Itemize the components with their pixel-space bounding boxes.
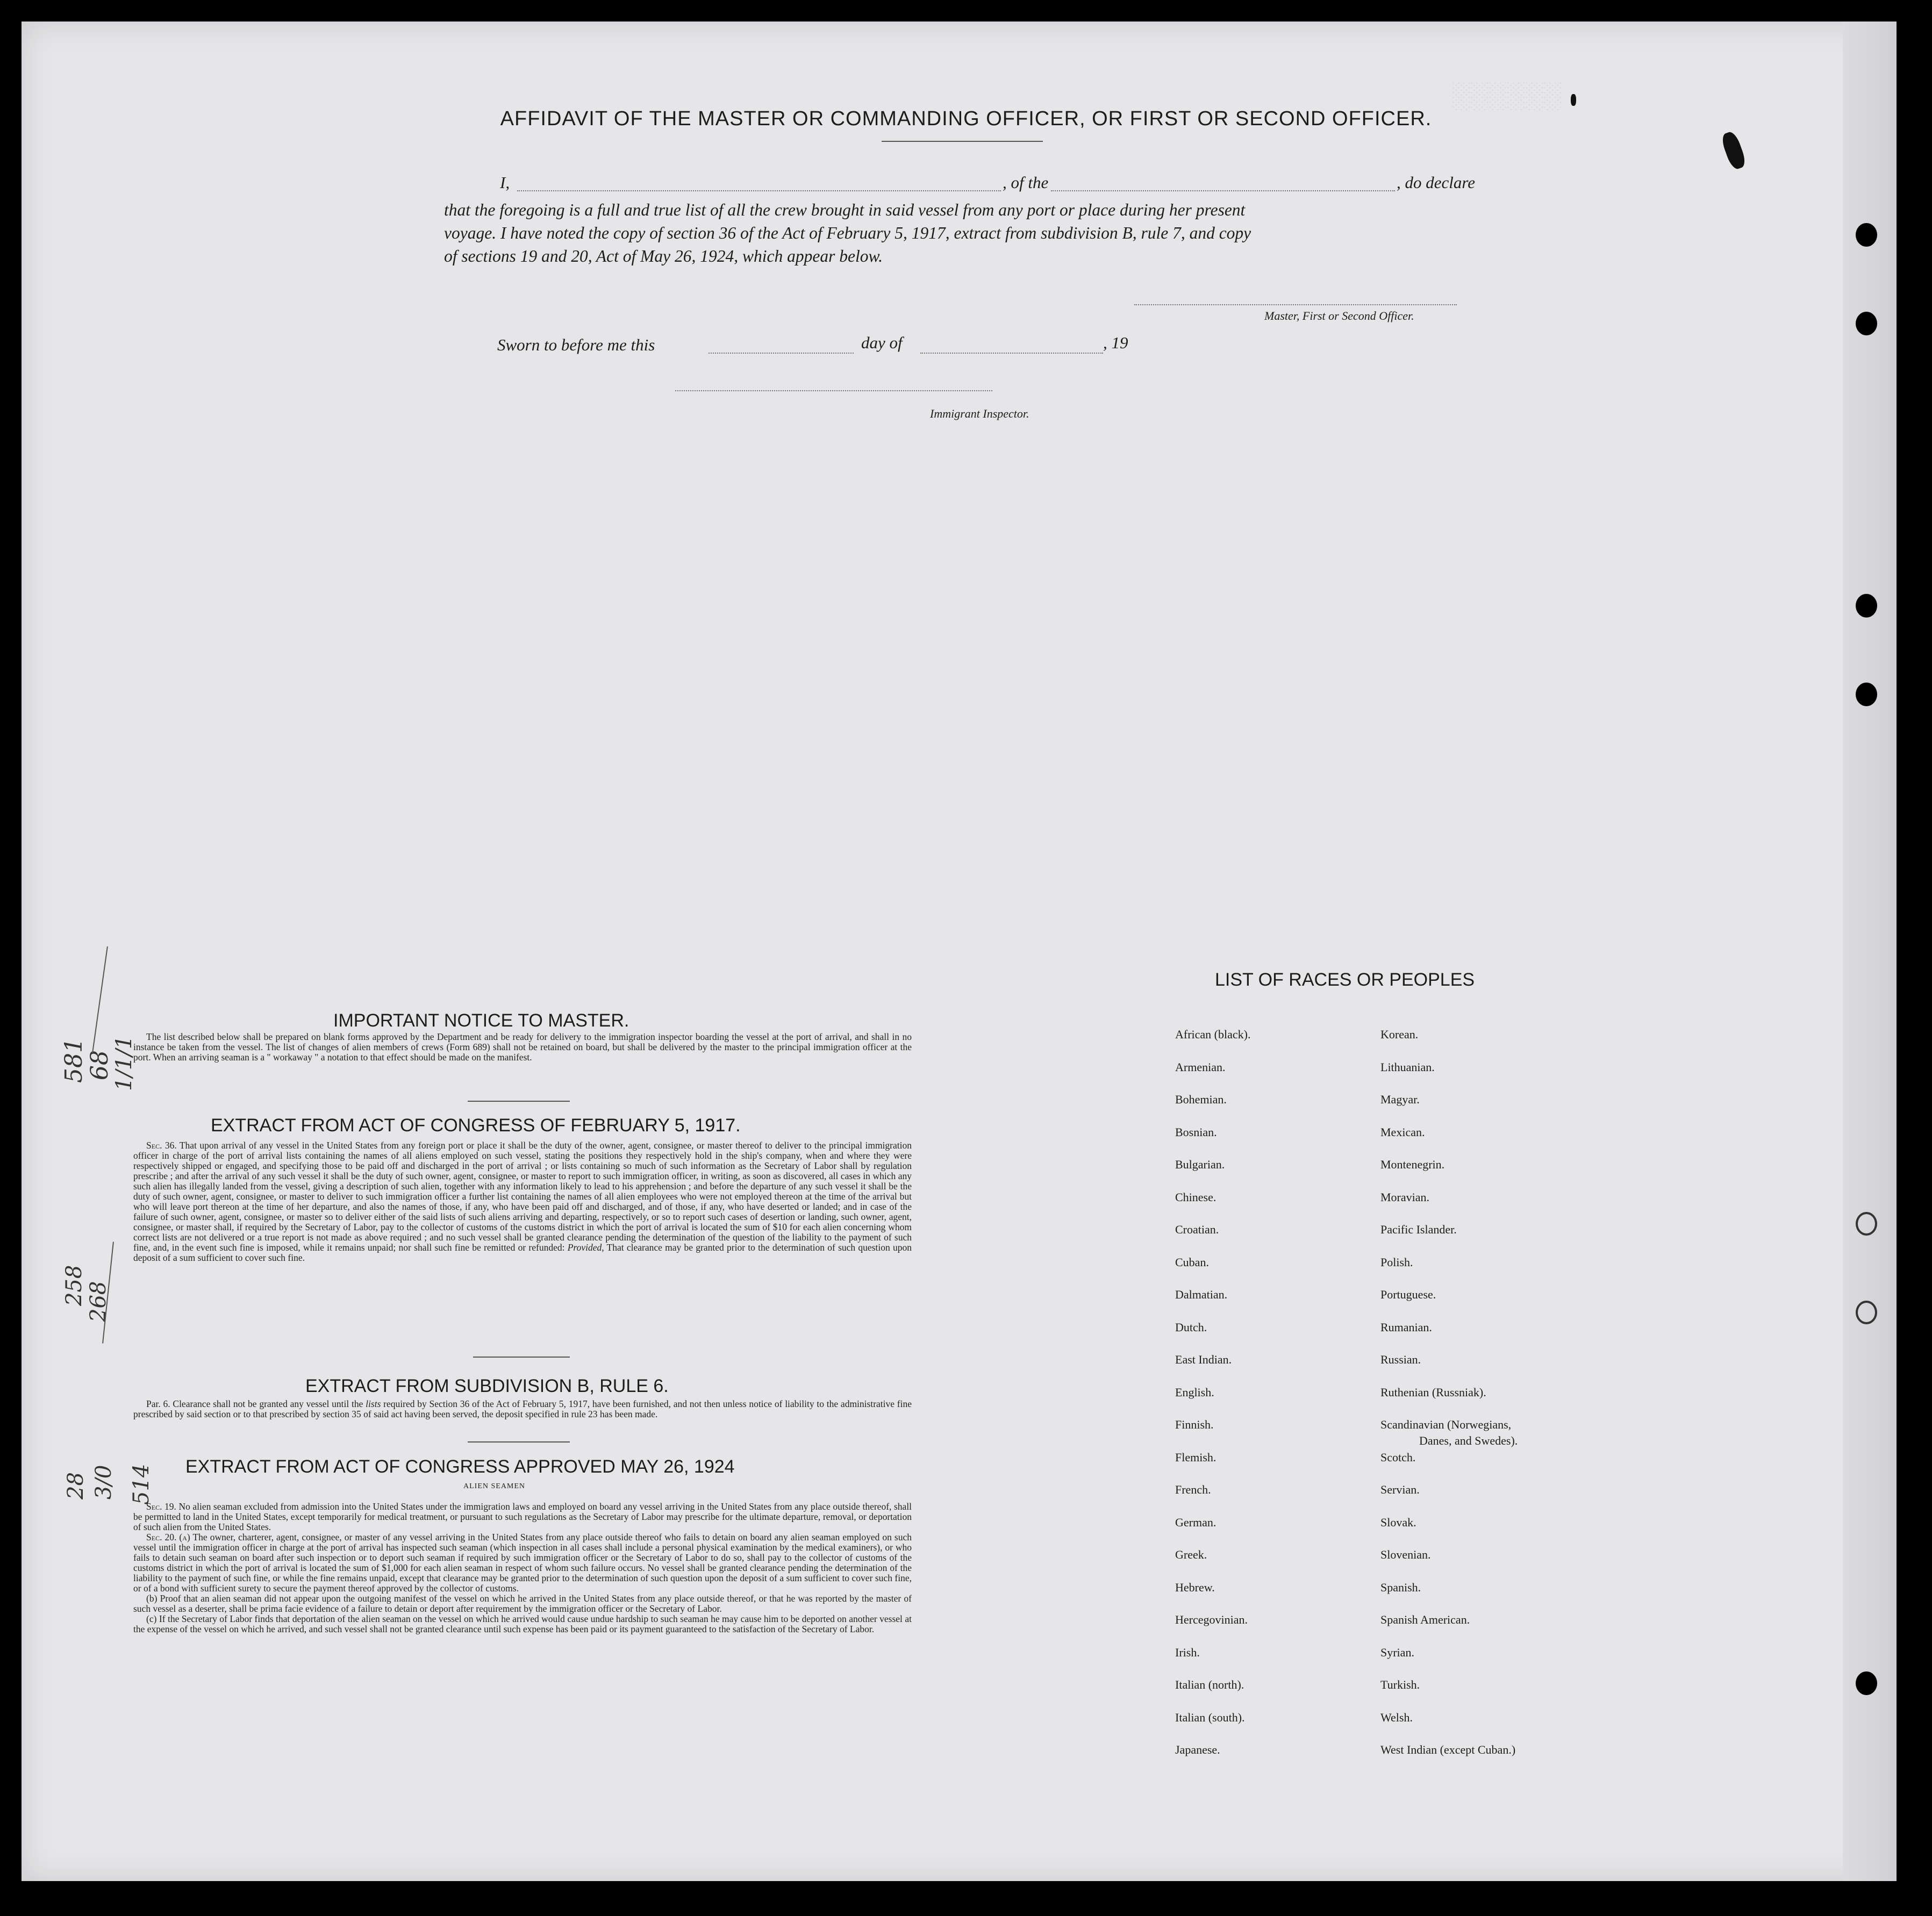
- ink-smudge: [1571, 94, 1576, 106]
- race-item: Finnish.: [1175, 1418, 1214, 1431]
- lists-word: lists: [366, 1398, 381, 1409]
- race-item: Welsh.: [1380, 1710, 1413, 1724]
- race-item: Italian (north).: [1175, 1678, 1244, 1691]
- handwritten-note: 68: [86, 1050, 113, 1080]
- race-item: French.: [1175, 1483, 1211, 1496]
- race-item: Ruthenian (Russniak).: [1380, 1385, 1486, 1399]
- extract-rule6-title: EXTRACT FROM SUBDIVISION B, RULE 6.: [305, 1376, 669, 1396]
- sec-19-label: Sec. 19.: [146, 1501, 176, 1512]
- punch-hole: [1856, 1301, 1877, 1324]
- race-item: Pacific Islander.: [1380, 1223, 1457, 1236]
- race-item: Korean.: [1380, 1028, 1419, 1041]
- race-item: Rumanian.: [1380, 1320, 1432, 1334]
- sec-36-text: That upon arrival of any vessel in the United States from any foreign port or place it shall be the duty of the owner, agent, consignee, or master thereof to deliver to the principal immigration officer in charge of the port of arrival lists containing the names of all aliens employed on such vessel, stating the positions they respectively hold in the ship's company, when and where they were respectively shipped or engaged, and specifying those to be paid off and discharged in the port of arrival ; or lists containing so much of such information as the Secretary of Labor shall by regulation prescribe ; and after the arrival of any such vessel it shall be the duty of such owner, agent, consignee, or master to report to such immigration officer, in writing, as soon as discovered, all cases in which any such alien has illegally landed from the vessel, giving a description of such alien, together with any information likely to lead to his apprehension ; and before the departure of any such vessel it shall be the duty of such owner, agent, consignee, or master to deliver to such immigration officer a further list containing the names of all alien employees who were not employed thereon at the time of the arrival but who will leave port thereon at the time of her departure, and also the names of those, if any, who have been paid off and discharged, and of those, if any, who have deserted or landed; and in case of the failure of such owner, agent, consignee, or master so to deliver either of the said lists of such aliens arriving and departing, respectively, or so to report such cases of desertion or landing, such owner, agent, consignee, or master shall, if required by the Secretary of Labor, pay to the collector of customs of the customs district in which the port of arrival is located the sum of $10 for each alien concerning whom correct lists are not delivered or a true report is not made as above required ; and no such vessel shall be granted clearance pending the determination of the question of the liability to the payment of such fine, and, in the event such fine is imposed, while it remains unpaid; nor shall such fine be remitted or refunded:: [133, 1140, 912, 1253]
- affidavit-i: I,: [500, 173, 510, 192]
- handwritten-note: 514: [129, 1463, 154, 1505]
- race-item: Spanish American.: [1380, 1613, 1470, 1626]
- handwritten-note: 1/1/1: [112, 1035, 137, 1091]
- race-item: Lithuanian.: [1380, 1060, 1435, 1074]
- race-item: Hercegovinian.: [1175, 1613, 1248, 1626]
- punch-hole: [1856, 223, 1877, 247]
- race-item: Slovak.: [1380, 1515, 1416, 1529]
- inspector-label: Immigrant Inspector.: [930, 407, 1029, 420]
- race-item: African (black).: [1175, 1028, 1251, 1041]
- affidavit-line-2: that the foregoing is a full and true list of all the crew brought in said vessel from any port or place during her present: [444, 200, 1246, 219]
- sec-20a-text: The owner, charterer, agent, consignee, or master of any vessel arriving in the United States from any place outside thereof who fails to detain on board any alien seaman employed on such vessel until the immigration officer in charge at the port of arrival has inspected such seaman (which inspection in all cases shall include a personal physical examination by the medical examiners), or who fails to detain such seaman on board after such inspection or to deport such seaman if required by such immigration officer or the Secretary of Labor to do so, shall pay to the collector of customs of the customs district in which the port of arrival is located the sum of $1,000 for each alien seaman in respect of whom such failure occurs. No vessel shall be granted clearance pending the determination of the liability to the payment of such fine, or while the fine remains unpaid, except that clearance may be granted prior to the determination of such question upon the deposit of a sum sufficient to cover such fine, or of a bond with sufficient surety to secure the payment thereof approved by the collector of customs.: [133, 1532, 912, 1594]
- race-item: Bohemian.: [1175, 1093, 1227, 1106]
- inspector-signature-blank: [675, 390, 992, 391]
- notice-paragraph: The list described below shall be prepared on blank forms approved by the Department and be ready for delivery to the immigration inspector boarding the vessel at the port of arrival, and shall in no instance be taken from the vessel. The list of changes of alien members of crews (Form 689) shall not be retained on board, but shall be delivered by the master to the principal immigration officer at the port. When an arriving seaman is a " workaway " a notation to that effect should be made on the manifest.: [133, 1031, 912, 1063]
- race-item: Armenian.: [1175, 1060, 1226, 1074]
- handwritten-note: 268: [86, 1281, 111, 1322]
- sec-36-text-end: That clearance may be granted prior to the determination of such question upon deposit of a sum sufficient to cover such fine.: [133, 1242, 912, 1263]
- race-item: Irish.: [1175, 1645, 1200, 1659]
- race-item: Greek.: [1175, 1548, 1207, 1561]
- race-item: Italian (south).: [1175, 1710, 1245, 1724]
- punch-hole: [1856, 594, 1877, 618]
- handwritten-note: 258: [62, 1265, 87, 1306]
- race-item: Moravian.: [1380, 1190, 1430, 1204]
- race-item: Magyar.: [1380, 1093, 1420, 1106]
- divider: [468, 1101, 570, 1102]
- race-item: Servian.: [1380, 1483, 1420, 1496]
- race-item: Chinese.: [1175, 1190, 1217, 1204]
- notice-body: [133, 1032, 912, 1063]
- punch-hole: [1856, 683, 1877, 706]
- affidavit-line-3: voyage. I have noted the copy of section 36 of the Act of February 5, 1917, extract from subdivision B, rule 7, and copy: [444, 224, 1251, 242]
- race-item: Slovenian.: [1380, 1548, 1431, 1561]
- year-text: , 19: [1103, 333, 1128, 352]
- affidavit-declare: , do declare: [1397, 173, 1476, 192]
- extract-1917-body: [133, 1140, 912, 1263]
- races-title: LIST OF RACES OR PEOPLES: [1215, 970, 1475, 990]
- sec-20-label: Sec. 20. (a): [146, 1532, 190, 1542]
- race-item: Bosnian.: [1175, 1125, 1217, 1139]
- day-of-text: day of: [861, 333, 903, 352]
- race-item: Montenegrin.: [1380, 1158, 1445, 1171]
- rule6-text-a: Par. 6. Clearance shall not be granted any vessel until the: [146, 1398, 366, 1409]
- race-item: Portuguese.: [1380, 1288, 1436, 1301]
- handwritten-note: 581: [60, 1038, 88, 1083]
- name-blank: [517, 190, 1001, 191]
- handwritten-note: 28: [63, 1472, 88, 1499]
- vessel-blank: [1051, 190, 1395, 191]
- sec-36-label: Sec. 36.: [146, 1140, 177, 1151]
- race-item: Syrian.: [1380, 1645, 1414, 1659]
- affidavit-line-4: of sections 19 and 20, Act of May 26, 1924, which appear below.: [444, 247, 883, 265]
- handwritten-note: 3/0: [91, 1465, 116, 1499]
- master-label: Master, First or Second Officer.: [1264, 309, 1414, 322]
- provided-word: Provided,: [567, 1242, 604, 1253]
- race-item: Scotch.: [1380, 1450, 1416, 1464]
- page-right-margin: [1843, 21, 1897, 1881]
- race-item: German.: [1175, 1515, 1217, 1529]
- punch-hole: [1856, 312, 1877, 335]
- race-item: Flemish.: [1175, 1450, 1217, 1464]
- alien-seamen-subtitle: ALIEN SEAMEN: [463, 1482, 526, 1490]
- master-signature-blank: [1134, 304, 1457, 305]
- sec-20c-text: (c) If the Secretary of Labor finds that deportation of the alien seaman on the vessel on which he arrived would cause undue hardship to such seaman he may cause him to be deported on another vessel at the expense of the vessel on which he arrived, and such vessel shall not be granted clearance until such expense has been paid or its payment guaranteed to the satisfaction of the Secretary of Labor.: [133, 1613, 912, 1634]
- extract-1917-title: EXTRACT FROM ACT OF CONGRESS OF FEBRUARY 5, 1917.: [211, 1115, 741, 1136]
- race-item: Dutch.: [1175, 1320, 1207, 1334]
- race-item: Hebrew.: [1175, 1580, 1215, 1594]
- sworn-text: Sworn to before me this: [497, 335, 655, 354]
- extract-1924-title: EXTRACT FROM ACT OF CONGRESS APPROVED MAY 26, 1924: [185, 1456, 735, 1477]
- divider: [468, 1441, 570, 1443]
- affidavit-of-the: , of the: [1003, 173, 1049, 192]
- race-item: Croatian.: [1175, 1223, 1219, 1236]
- race-item: West Indian (except Cuban.): [1380, 1743, 1516, 1756]
- divider: [473, 1357, 570, 1358]
- race-item: Cuban.: [1175, 1255, 1209, 1269]
- rule6-text-b: required by Section 36 of the Act of February 5, 1917, have been furnished, and not then unless notice of liability to the administrative fine prescribed by said section or to that prescribed by section 35 of said act having been served, the deposit specified in rule 23 has been made.: [133, 1398, 912, 1419]
- sec-20b-text: (b) Proof that an alien seaman did not appear upon the outgoing manifest of the vessel on which he arrived in the United States from any place outside thereof, or that he was reported by the master of such vessel as a deserter, shall be prima facie evidence of a failure to detain or deport after requirement by the immigration officer or the Secretary of Labor.: [133, 1593, 912, 1614]
- race-item-continuation: Danes, and Swedes).: [1419, 1434, 1518, 1447]
- race-item: Dalmatian.: [1175, 1288, 1228, 1301]
- race-item: Mexican.: [1380, 1125, 1425, 1139]
- notice-title: IMPORTANT NOTICE TO MASTER.: [333, 1010, 629, 1031]
- race-item: Turkish.: [1380, 1678, 1420, 1691]
- race-item: English.: [1175, 1385, 1214, 1399]
- punch-hole: [1856, 1671, 1877, 1695]
- race-item: Russian.: [1380, 1353, 1421, 1366]
- bleed-through-text: ░░░░░░: [1451, 81, 1562, 110]
- divider: [882, 141, 1043, 142]
- race-item: East Indian.: [1175, 1353, 1232, 1366]
- race-item: Spanish.: [1380, 1580, 1421, 1594]
- race-item: Scandinavian (Norwegians,: [1380, 1418, 1512, 1431]
- affidavit-title: AFFIDAVIT OF THE MASTER OR COMMANDING OFFICER, OR FIRST OR SECOND OFFICER.: [500, 107, 1432, 130]
- race-item: Bulgarian.: [1175, 1158, 1225, 1171]
- extract-1924-body: [133, 1502, 912, 1634]
- sec-19-text: No alien seaman excluded from admission into the United States under the immigration laws and employed on board any vessel arriving in the United States from any place outside thereof, shall be permitted to land in the United States, except temporarily for medical treatment, or pursuant to such regulations as the Secretary of Labor may prescribe for the ultimate departure, removal, or deportation of such alien from the United States.: [133, 1501, 912, 1532]
- punch-hole: [1856, 1212, 1877, 1236]
- race-item: Japanese.: [1175, 1743, 1220, 1756]
- day-blank: [709, 353, 854, 354]
- month-blank: [920, 353, 1103, 354]
- race-item: Polish.: [1380, 1255, 1413, 1269]
- extract-rule6-body: [133, 1399, 912, 1419]
